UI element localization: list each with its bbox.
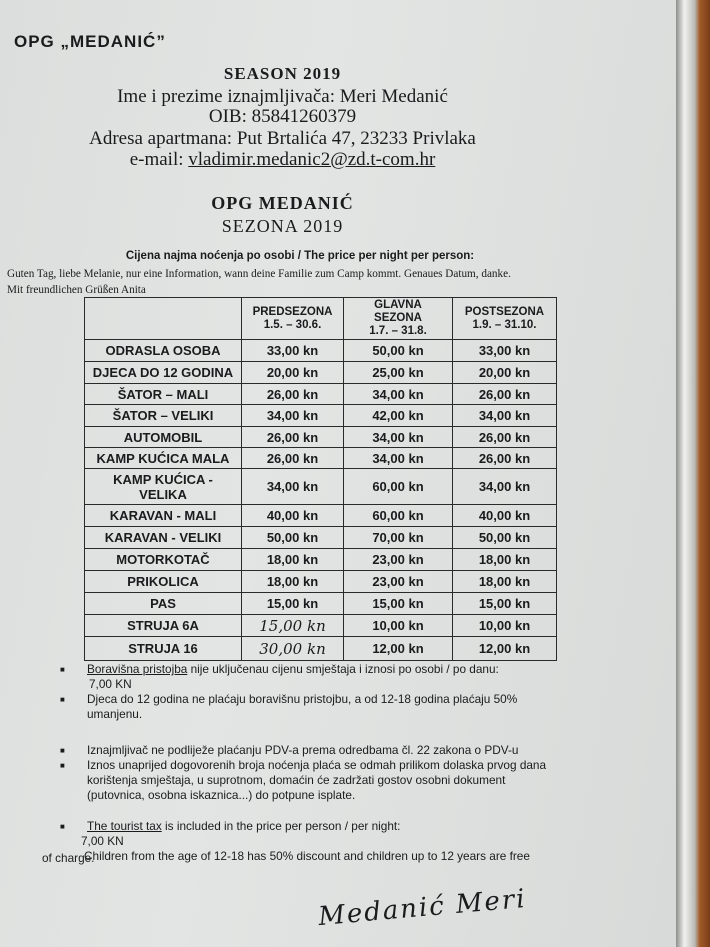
bullet-icon: ■ (60, 746, 65, 755)
preseason-price: 40,00 kn (242, 505, 344, 527)
row-label: AUTOMOBIL (85, 427, 242, 448)
price-caption: Cijena najma noćenja po osobi / The price per night per person: (125, 250, 475, 262)
row-label: PAS (85, 593, 242, 615)
row-label: ŠATOR – VELIKI (85, 405, 242, 427)
column-name: PREDSEZONA (252, 305, 333, 318)
row-label: MOTORKOTAČ (85, 549, 242, 571)
preseason-price: 34,00 kn (242, 469, 344, 505)
spacer (60, 803, 560, 819)
main-season-price: 50,00 kn (344, 340, 453, 362)
row-label: KARAVAN - VELIKI (85, 527, 242, 549)
email-line (0, 149, 565, 171)
main-season-price: 60,00 kn (344, 469, 453, 505)
bullet-icon: ■ (60, 695, 65, 704)
preseason-price: 26,00 kn (242, 384, 344, 405)
preseason-price: 26,00 kn (242, 427, 344, 448)
table-row (85, 427, 557, 448)
column-name: GLAVNA SEZONA (374, 299, 422, 324)
preseason-price: 18,00 kn (242, 549, 344, 571)
row-label: KARAVAN - MALI (85, 505, 242, 527)
list-item (60, 819, 560, 834)
owner-name-line: Ime i prezime iznajmljivača: Meri Medanić (117, 86, 448, 107)
tax-amount: 7,00 KN (89, 677, 132, 691)
postseason-price: 26,00 kn (453, 448, 557, 469)
postseason-price: 40,00 kn (453, 505, 557, 527)
main-season-price: 12,00 kn (344, 637, 453, 661)
column-dates: 1.9. – 31.10. (472, 318, 537, 331)
en-tax-text: is included in the price per person / per night: (161, 819, 401, 833)
address-line: Adresa apartmana: Put Brtalića 47, 23233 Privlaka (89, 128, 476, 149)
email-label: e-mail: (129, 149, 189, 170)
table-row (85, 405, 557, 427)
postseason-price: 26,00 kn (453, 427, 557, 448)
main-season-price: 15,00 kn (344, 593, 453, 615)
season-heading: SEZONA 2019 (221, 216, 344, 236)
postseason-price: 15,00 kn (453, 593, 557, 615)
en-children-text: Children from the age of 12-18 has 50% discount and children up to 12 years are free (84, 849, 530, 863)
notes-list (60, 662, 560, 864)
main-season-price: 42,00 kn (344, 405, 453, 427)
row-label: STRUJA 6A (85, 615, 242, 637)
preseason-price: 26,00 kn (242, 448, 344, 469)
season-title: SEASON 2019 (223, 64, 342, 83)
table-row (85, 362, 557, 384)
children-tax-text: Djeca do 12 godina ne plaćaju boravišnu pristojbu, a od 12-18 godina plaćaju 50% umanjenu. (87, 692, 518, 721)
main-season-price: 25,00 kn (344, 362, 453, 384)
postseason-price: 34,00 kn (453, 405, 557, 427)
table-header-row (85, 298, 557, 340)
preseason-price: 15,00 kn (242, 593, 344, 615)
list-item (60, 662, 560, 677)
column-dates: 1.5. – 30.6. (263, 318, 322, 331)
list-item (60, 758, 560, 803)
main-season-price: 23,00 kn (344, 571, 453, 593)
postseason-price: 20,00 kn (453, 362, 557, 384)
main-season-price: 34,00 kn (344, 384, 453, 405)
owner-company-heading: OPG „MEDANIĆ” (14, 32, 166, 51)
row-label-text: KAMP KUĆICA - VELIKA (113, 471, 213, 502)
handwritten-signature: Medanić Meri (317, 883, 528, 933)
note-signoff: Mit freundlichen Grüßen Anita (7, 284, 146, 296)
row-label: KAMP KUĆICA MALA (85, 448, 242, 469)
main-season-price: 60,00 kn (344, 505, 453, 527)
row-label: DJECA DO 12 GODINA (85, 362, 242, 384)
row-label: PRIKOLICA (85, 571, 242, 593)
postseason-price: 18,00 kn (453, 571, 557, 593)
en-tax-term: The tourist tax (87, 819, 162, 833)
row-label: ODRASLA OSOBA (85, 340, 242, 362)
column-header-postseason (453, 298, 557, 340)
table-row (85, 637, 557, 661)
tax-text: nije uključenau cijenu smještaja i iznosi po osobi / po danu: (187, 662, 499, 676)
preseason-price: 50,00 kn (242, 527, 344, 549)
preseason-price-handwritten: 30,00 kn (242, 637, 344, 661)
bullet-icon: ■ (60, 665, 65, 674)
table-row (85, 615, 557, 637)
column-dates: 1.7. – 31.8. (369, 325, 427, 337)
column-header-main-season (344, 298, 453, 340)
table-row (85, 469, 557, 505)
en-tax-amount: 7,00 KN (81, 834, 124, 848)
table-row (85, 593, 557, 615)
bullet-icon: ■ (60, 822, 65, 831)
bullet-icon: ■ (60, 761, 65, 770)
table-row (85, 384, 557, 405)
pdv-text: Iznajmljivač ne podliježe plaćanju PDV-a prema odredbama čl. 22 zakona o PDV-u (87, 743, 519, 757)
postseason-price: 10,00 kn (453, 615, 557, 637)
table-row (85, 505, 557, 527)
table-row (85, 527, 557, 549)
email-link[interactable]: vladimir.medanic2@zd.t-com.hr (188, 149, 436, 170)
price-table (84, 297, 557, 661)
main-season-price: 34,00 kn (344, 448, 453, 469)
postseason-price: 26,00 kn (453, 384, 557, 405)
postseason-price: 18,00 kn (453, 549, 557, 571)
note-line: Guten Tag, liebe Melanie, nur eine Information, wann deine Familie zum Camp kommt. Genaues Datum, danke. (7, 268, 511, 280)
payment-text: Iznos unaprijed dogovorenih broja noćenja plaća se odmah prilikom dolaska prvog dana korištenja smještaja, u suprotnom, domaćin će zadržati gostov osobni dokument (putovnica, osobna iskaznica...) do potpune isplate. (87, 758, 547, 802)
preseason-price: 33,00 kn (242, 340, 344, 362)
en-children-text-end: of charge. (42, 851, 95, 865)
main-season-price: 10,00 kn (344, 615, 453, 637)
header-empty-cell (85, 298, 242, 340)
preseason-price: 20,00 kn (242, 362, 344, 384)
main-season-price: 34,00 kn (344, 427, 453, 448)
row-label: STRUJA 16 (85, 637, 242, 661)
spacer (60, 722, 560, 743)
postseason-price: 12,00 kn (453, 637, 557, 661)
row-label: ŠATOR – MALI (85, 384, 242, 405)
column-name: POSTSEZONA (464, 305, 545, 318)
table-row (85, 448, 557, 469)
tax-term: Boravišna pristojba (87, 662, 188, 676)
main-season-price: 23,00 kn (344, 549, 453, 571)
company-heading: OPG MEDANIĆ (211, 193, 354, 213)
preseason-price-handwritten: 15,00 kn (242, 615, 344, 637)
row-label (85, 469, 242, 505)
list-item (60, 743, 560, 758)
preseason-price: 18,00 kn (242, 571, 344, 593)
table-row (85, 571, 557, 593)
window-frame (676, 0, 710, 947)
column-header-preseason (242, 298, 344, 340)
postseason-price: 34,00 kn (453, 469, 557, 505)
table-row (85, 340, 557, 362)
table-row (85, 549, 557, 571)
main-season-price: 70,00 kn (344, 527, 453, 549)
postseason-price: 33,00 kn (453, 340, 557, 362)
list-item (60, 692, 560, 722)
preseason-price: 34,00 kn (242, 405, 344, 427)
postseason-price: 50,00 kn (453, 527, 557, 549)
oib-line: OIB: 85841260379 (208, 106, 357, 127)
